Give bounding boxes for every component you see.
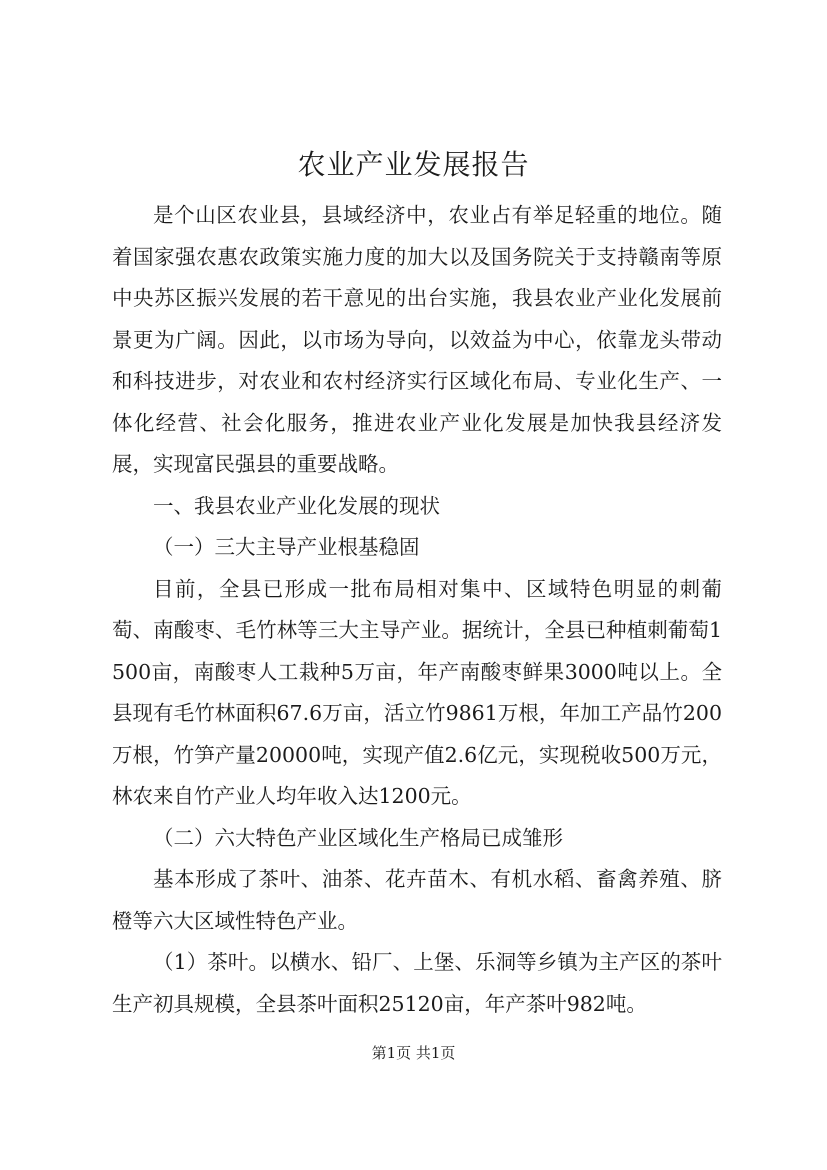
subsection-heading-2: （二）六大特色产业区域化生产格局已成雏形 <box>153 825 563 850</box>
page-number-footer: 第1页 共1页 <box>371 1044 456 1062</box>
specialty-industries-paragraph: 基本形成了茶叶、油茶、花卉苗木、有机水稻、畜禽养殖、脐橙等六大区域性特色产业。 <box>112 867 722 933</box>
intro-paragraph: 是个山区农业县，县域经济中，农业占有举足轻重的地位。随着国家强农惠农政策实施力度的加大以及国务院关于支持赣南等原中央苏区振兴发展的若干意见的出台实施，我县农业产业化发展前景更为广阔。因此，以市场为导向，以效益为中心，依靠龙头带动和科技进步，对农业和农村经济实行区域化布局、专业化生产、一体化经营、社会化服务，推进农业产业化发展是加快我县经济发展，实现富民强县的重要战略。 <box>112 203 722 476</box>
subsection-heading-1: （一）三大主导产业根基稳固 <box>153 535 420 559</box>
tea-paragraph: （1）茶叶。以横水、铅厂、上堡、乐洞等乡镇为主产区的茶叶生产初具规模，全县茶叶面积25120亩，年产茶叶982吨。 <box>112 950 722 1016</box>
main-industries-paragraph: 目前，全县已形成一批布局相对集中、区域特色明显的刺葡萄、南酸枣、毛竹林等三大主导产业。据统计，全县已种植刺葡萄1500亩，南酸枣人工栽种5万亩，年产南酸枣鲜果3000吨以上。全县现有毛竹林面积67.6万亩，活立竹9861万根，年加工产品竹200万根，竹笋产量20000吨，实现产值2.6亿元，实现税收500万元，林农来自竹产业人均年收入达1200元。 <box>112 576 722 808</box>
document-body <box>112 195 722 1025</box>
document-title: 农业产业发展报告 <box>297 148 530 181</box>
section-heading-1: 一、我县农业产业化发展的现状 <box>153 493 440 518</box>
